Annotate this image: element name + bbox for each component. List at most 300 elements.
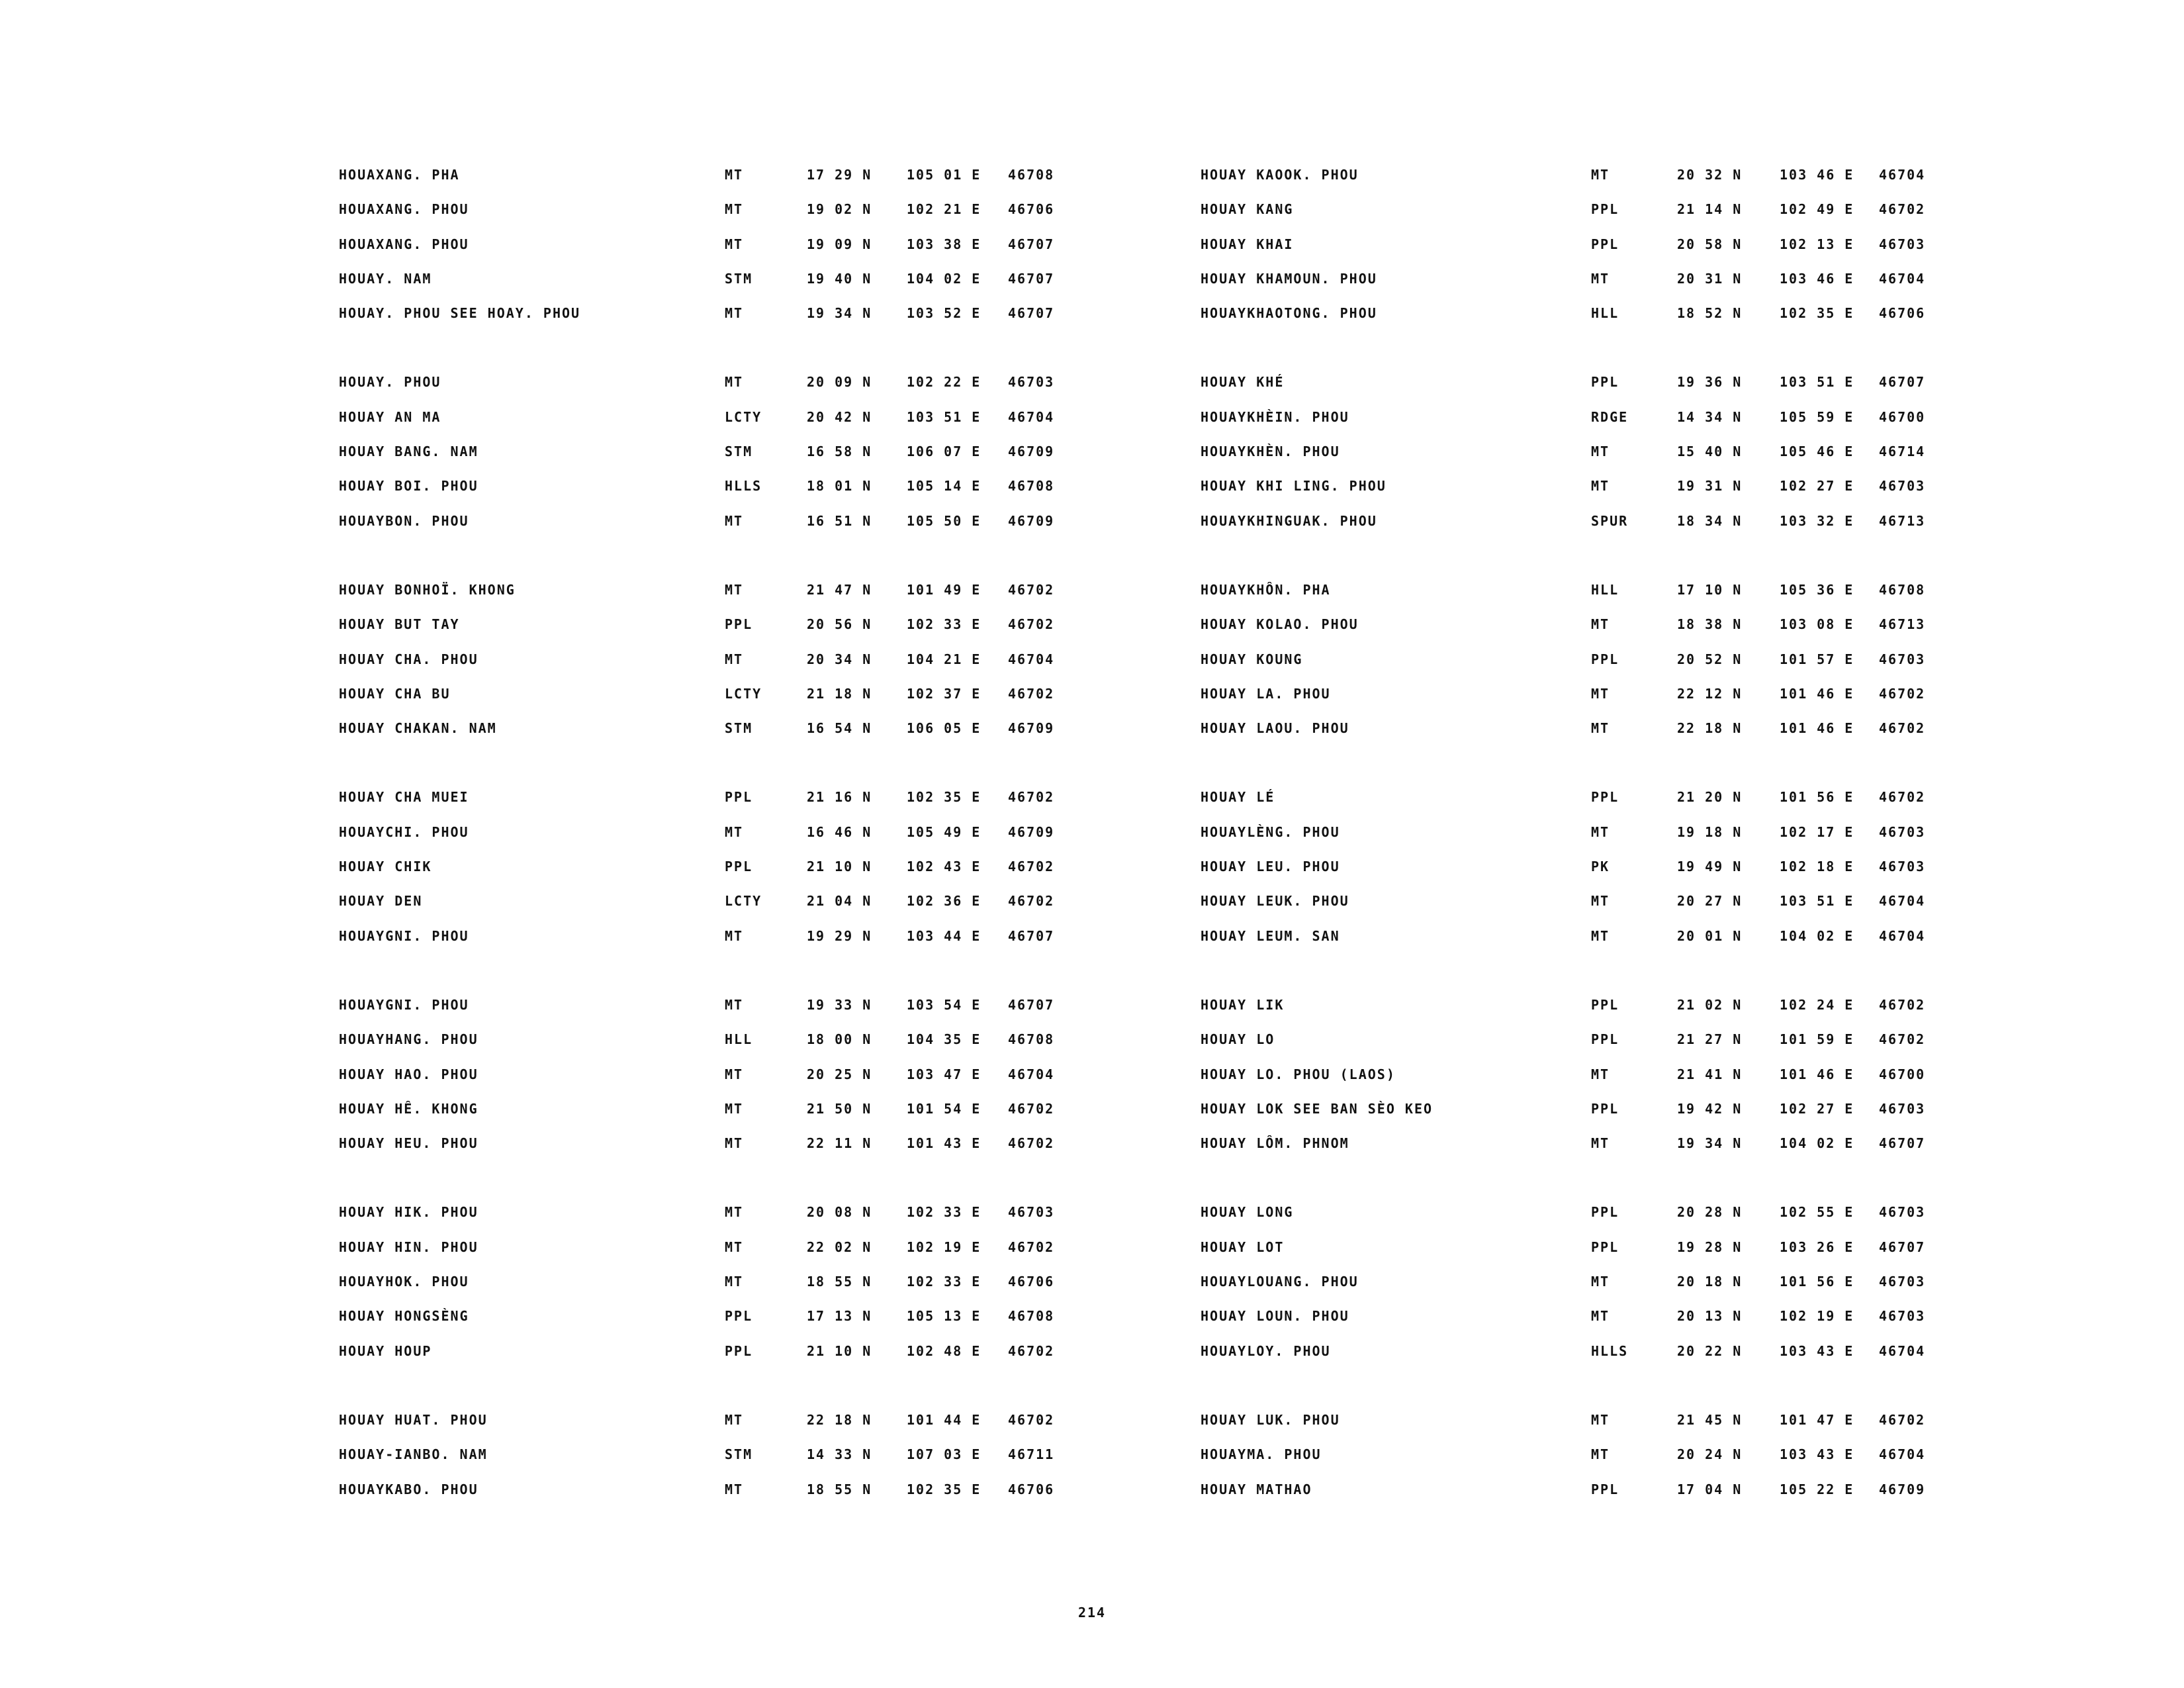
latitude: 21 10 N [807, 859, 872, 875]
feature-type: PPL [1591, 1481, 1619, 1497]
latitude: 20 56 N [807, 616, 872, 633]
map-code: 46702 [1008, 859, 1055, 875]
feature-type: MT [725, 1274, 744, 1290]
entry-name: HOUAY HÊ. KHONG [339, 1100, 478, 1117]
latitude: 18 00 N [807, 1031, 872, 1048]
entry-name: HOUAY BUT TAY [339, 616, 460, 633]
feature-type: MT [1591, 1066, 1610, 1082]
map-code: 46703 [1879, 859, 1926, 875]
map-code: 46703 [1879, 1100, 1926, 1117]
map-code: 46700 [1879, 408, 1926, 425]
feature-type: PPL [1591, 1100, 1619, 1117]
latitude: 16 46 N [807, 823, 872, 840]
latitude: 19 28 N [1677, 1239, 1743, 1255]
gazetteer-entry [1201, 236, 1995, 271]
gazetteer-entry [339, 686, 1133, 720]
map-code: 46709 [1008, 720, 1055, 737]
entry-name: HOUAY KANG [1201, 201, 1294, 218]
feature-type: STM [725, 270, 753, 287]
entry-name: HOUAY KHAI [1201, 236, 1294, 252]
gazetteer-entry [339, 928, 1133, 962]
gazetteer-entry [339, 478, 1133, 512]
gazetteer-entry [1201, 513, 1995, 547]
feature-type: HLL [1591, 305, 1619, 322]
latitude: 20 28 N [1677, 1204, 1743, 1221]
latitude: 20 27 N [1677, 893, 1743, 910]
feature-type: MT [725, 996, 744, 1013]
gazetteer-entry [339, 167, 1133, 201]
map-code: 46708 [1879, 581, 1926, 598]
longitude: 101 46 E [1780, 720, 1854, 737]
latitude: 21 02 N [1677, 996, 1743, 1013]
latitude: 22 12 N [1677, 685, 1743, 702]
gazetteer-entry [339, 236, 1133, 271]
gazetteer-entry [1201, 686, 1995, 720]
latitude: 21 47 N [807, 581, 872, 598]
entry-name: HOUAYBON. PHOU [339, 512, 469, 529]
longitude: 103 08 E [1780, 616, 1854, 633]
map-code: 46702 [1879, 996, 1926, 1013]
entry-name: HOUAY. PHOU [339, 374, 441, 391]
feature-type: MT [1591, 823, 1610, 840]
map-code: 46707 [1879, 1135, 1926, 1152]
map-code: 46702 [1879, 1411, 1926, 1428]
entry-name: HOUAY HOUP [339, 1342, 432, 1359]
entry-name: HOUAY CHIK [339, 859, 432, 875]
longitude: 102 27 E [1780, 1100, 1854, 1117]
longitude: 101 46 E [1780, 1066, 1854, 1082]
gazetteer-entry [339, 1239, 1133, 1274]
feature-type: MT [1591, 927, 1610, 944]
gazetteer-entry [1201, 201, 1995, 236]
longitude: 102 24 E [1780, 996, 1854, 1013]
gazetteer-entry [1201, 167, 1995, 201]
gazetteer-entry [1201, 789, 1995, 823]
latitude: 17 04 N [1677, 1481, 1743, 1497]
feature-type: SPUR [1591, 512, 1629, 529]
longitude: 104 02 E [907, 270, 981, 287]
entry-name: HOUAY LA. PHOU [1201, 685, 1331, 702]
gazetteer-entry [1201, 1101, 1995, 1135]
longitude: 104 02 E [1780, 1135, 1854, 1152]
entry-group [339, 167, 1133, 340]
feature-type: MT [725, 927, 744, 944]
map-code: 46707 [1008, 305, 1055, 322]
map-code: 46707 [1008, 927, 1055, 944]
gazetteer-entry [339, 271, 1133, 305]
gazetteer-entry [339, 720, 1133, 755]
entry-name: HOUAYHOK. PHOU [339, 1274, 469, 1290]
latitude: 20 31 N [1677, 270, 1743, 287]
longitude: 103 46 E [1780, 167, 1854, 183]
gazetteer-entry [339, 789, 1133, 823]
map-code: 46704 [1008, 1066, 1055, 1082]
gazetteer-entry [1201, 859, 1995, 893]
feature-type: STM [725, 1446, 753, 1463]
longitude: 102 35 E [907, 789, 981, 806]
map-code: 46704 [1008, 651, 1055, 667]
longitude: 102 33 E [907, 1274, 981, 1290]
longitude: 102 19 E [1780, 1308, 1854, 1325]
longitude: 103 51 E [1780, 374, 1854, 391]
longitude: 101 47 E [1780, 1411, 1854, 1428]
feature-type: PPL [725, 859, 753, 875]
latitude: 21 50 N [807, 1100, 872, 1117]
entry-group [1201, 1204, 1995, 1377]
gazetteer-entry [339, 409, 1133, 444]
entry-name: HOUAY LÉ [1201, 789, 1275, 806]
entry-name: HOUAYLÈNG. PHOU [1201, 823, 1340, 840]
gazetteer-entry [1201, 582, 1995, 616]
latitude: 20 52 N [1677, 651, 1743, 667]
latitude: 19 02 N [807, 201, 872, 218]
entry-name: HOUAY LOUN. PHOU [1201, 1308, 1349, 1325]
map-code: 46702 [1008, 1100, 1055, 1117]
map-code: 46704 [1879, 270, 1926, 287]
entry-group [339, 997, 1133, 1170]
map-code: 46709 [1008, 444, 1055, 460]
longitude: 102 49 E [1780, 201, 1854, 218]
feature-type: PPL [1591, 201, 1619, 218]
gazetteer-entry [1201, 616, 1995, 651]
map-code: 46709 [1879, 1481, 1926, 1497]
gazetteer-entry [1201, 651, 1995, 686]
longitude: 104 02 E [1780, 927, 1854, 944]
entry-name: HOUAY BONHOÏ. KHONG [339, 581, 516, 598]
map-code: 46703 [1879, 236, 1926, 252]
gazetteer-entry [339, 1066, 1133, 1101]
map-code: 46708 [1008, 1308, 1055, 1325]
feature-type: PPL [1591, 236, 1619, 252]
gazetteer-entry [1201, 1204, 1995, 1239]
longitude: 105 01 E [907, 167, 981, 183]
longitude: 101 54 E [907, 1100, 981, 1117]
gazetteer-entry [339, 513, 1133, 547]
longitude: 102 21 E [907, 201, 981, 218]
latitude: 20 58 N [1677, 236, 1743, 252]
map-code: 46713 [1879, 512, 1926, 529]
gazetteer-entry [1201, 1412, 1995, 1446]
feature-type: STM [725, 720, 753, 737]
entry-name: HOUAY. PHOU SEE HOAY. PHOU [339, 305, 581, 322]
gazetteer-entry [339, 1481, 1133, 1516]
latitude: 19 36 N [1677, 374, 1743, 391]
entry-name: HOUAY BOI. PHOU [339, 478, 478, 494]
feature-type: MT [725, 823, 744, 840]
longitude: 101 59 E [1780, 1031, 1854, 1048]
gazetteer-entry [339, 201, 1133, 236]
feature-type: MT [725, 1100, 744, 1117]
latitude: 19 34 N [807, 305, 872, 322]
longitude: 105 14 E [907, 478, 981, 494]
gazetteer-entry [339, 824, 1133, 859]
gazetteer-entry [1201, 893, 1995, 927]
latitude: 21 14 N [1677, 201, 1743, 218]
map-code: 46706 [1008, 1274, 1055, 1290]
entry-name: HOUAY MATHAO [1201, 1481, 1312, 1497]
gazetteer-entry [339, 616, 1133, 651]
map-code: 46702 [1008, 685, 1055, 702]
feature-type: MT [1591, 1446, 1610, 1463]
feature-type: HLL [1591, 581, 1619, 598]
gazetteer-entry [1201, 409, 1995, 444]
feature-type: MT [1591, 1308, 1610, 1325]
longitude: 101 49 E [907, 581, 981, 598]
entry-name: HOUAY KHÉ [1201, 374, 1285, 391]
map-code: 46707 [1879, 1239, 1926, 1255]
feature-type: MT [1591, 720, 1610, 737]
map-code: 46707 [1008, 996, 1055, 1013]
latitude: 18 34 N [1677, 512, 1743, 529]
entry-name: HOUAY HIN. PHOU [339, 1239, 478, 1255]
feature-type: PPL [1591, 1239, 1619, 1255]
gazetteer-entry [339, 1308, 1133, 1342]
latitude: 21 27 N [1677, 1031, 1743, 1048]
map-code: 46711 [1008, 1446, 1055, 1463]
entry-name: HOUAY LOK SEE BAN SÈO KEO [1201, 1100, 1433, 1117]
gazetteer-entry [1201, 374, 1995, 408]
entry-name: HOUAYLOY. PHOU [1201, 1342, 1331, 1359]
map-code: 46703 [1879, 1274, 1926, 1290]
latitude: 20 34 N [807, 651, 872, 667]
latitude: 20 09 N [807, 374, 872, 391]
feature-type: MT [725, 305, 744, 322]
latitude: 21 45 N [1677, 1411, 1743, 1428]
feature-type: MT [725, 651, 744, 667]
latitude: 20 42 N [807, 408, 872, 425]
gazetteer-entry [339, 651, 1133, 686]
feature-type: MT [1591, 1135, 1610, 1152]
map-code: 46703 [1879, 1308, 1926, 1325]
gazetteer-entry [1201, 444, 1995, 478]
longitude: 102 27 E [1780, 478, 1854, 494]
feature-type: LCTY [725, 685, 762, 702]
latitude: 14 33 N [807, 1446, 872, 1463]
latitude: 14 34 N [1677, 408, 1743, 425]
entry-name: HOUAYHANG. PHOU [339, 1031, 478, 1048]
gazetteer-entry [1201, 478, 1995, 512]
feature-type: STM [725, 444, 753, 460]
longitude: 103 32 E [1780, 512, 1854, 529]
entry-group [1201, 582, 1995, 755]
feature-type: PPL [1591, 1031, 1619, 1048]
entry-name: HOUAY CHAKAN. NAM [339, 720, 497, 737]
map-code: 46703 [1008, 374, 1055, 391]
longitude: 103 43 E [1780, 1342, 1854, 1359]
feature-type: MT [725, 374, 744, 391]
gazetteer-entry [339, 893, 1133, 927]
feature-type: MT [725, 1239, 744, 1255]
feature-type: PPL [1591, 374, 1619, 391]
map-code: 46703 [1879, 823, 1926, 840]
map-code: 46708 [1008, 1031, 1055, 1048]
entry-name: HOUAY LEUM. SAN [1201, 927, 1340, 944]
feature-type: MT [725, 512, 744, 529]
entry-name: HOUAYKHINGUAK. PHOU [1201, 512, 1377, 529]
latitude: 18 01 N [807, 478, 872, 494]
entry-name: HOUAY LAOU. PHOU [1201, 720, 1349, 737]
entry-name: HOUAY CHA. PHOU [339, 651, 478, 667]
entry-name: HOUAYKABO. PHOU [339, 1481, 478, 1497]
longitude: 103 44 E [907, 927, 981, 944]
entry-name: HOUAY LO. PHOU (LAOS) [1201, 1066, 1396, 1082]
gazetteer-entry [339, 1101, 1133, 1135]
longitude: 104 35 E [907, 1031, 981, 1048]
map-code: 46702 [1879, 201, 1926, 218]
longitude: 104 21 E [907, 651, 981, 667]
feature-type: MT [725, 167, 744, 183]
map-code: 46702 [1008, 893, 1055, 910]
longitude: 102 33 E [907, 1204, 981, 1221]
map-code: 46704 [1879, 927, 1926, 944]
entry-name: HOUAY HUAT. PHOU [339, 1411, 488, 1428]
gazetteer-entry [339, 1446, 1133, 1481]
gazetteer-entry [1201, 1031, 1995, 1066]
latitude: 20 13 N [1677, 1308, 1743, 1325]
gazetteer-entry [1201, 1446, 1995, 1481]
longitude: 106 07 E [907, 444, 981, 460]
map-code: 46703 [1879, 651, 1926, 667]
entry-name: HOUAY KHI LING. PHOU [1201, 478, 1387, 494]
longitude: 101 43 E [907, 1135, 981, 1152]
longitude: 101 56 E [1780, 1274, 1854, 1290]
gazetteer-entry [1201, 1308, 1995, 1342]
map-code: 46714 [1879, 444, 1926, 460]
latitude: 21 20 N [1677, 789, 1743, 806]
entry-name: HOUAYGNI. PHOU [339, 927, 469, 944]
longitude: 105 22 E [1780, 1481, 1854, 1497]
gazetteer-entry [339, 1343, 1133, 1378]
latitude: 18 55 N [807, 1274, 872, 1290]
map-code: 46708 [1008, 478, 1055, 494]
longitude: 102 55 E [1780, 1204, 1854, 1221]
entry-name: HOUAY LIK [1201, 996, 1285, 1013]
map-code: 46702 [1879, 685, 1926, 702]
entry-name: HOUAY LONG [1201, 1204, 1294, 1221]
longitude: 105 13 E [907, 1308, 981, 1325]
entry-name: HOUAY CHA BU [339, 685, 451, 702]
latitude: 19 31 N [1677, 478, 1743, 494]
entry-group [339, 374, 1133, 547]
entry-name: HOUAYKHÔN. PHA [1201, 581, 1331, 598]
latitude: 19 49 N [1677, 859, 1743, 875]
entry-name: HOUAYKHAOTONG. PHOU [1201, 305, 1377, 322]
gazetteer-entry [1201, 271, 1995, 305]
latitude: 22 18 N [807, 1411, 872, 1428]
latitude: 21 04 N [807, 893, 872, 910]
entry-group [1201, 789, 1995, 962]
entry-name: HOUAYKHÈIN. PHOU [1201, 408, 1349, 425]
latitude: 17 13 N [807, 1308, 872, 1325]
longitude: 102 36 E [907, 893, 981, 910]
feature-type: MT [1591, 444, 1610, 460]
entry-group [1201, 1412, 1995, 1516]
longitude: 102 43 E [907, 859, 981, 875]
gazetteer-entry [339, 1031, 1133, 1066]
longitude: 103 54 E [907, 996, 981, 1013]
gazetteer-entry [339, 1412, 1133, 1446]
latitude: 21 16 N [807, 789, 872, 806]
latitude: 19 40 N [807, 270, 872, 287]
longitude: 102 35 E [1780, 305, 1854, 322]
latitude: 20 08 N [807, 1204, 872, 1221]
entry-name: HOUAXANG. PHOU [339, 236, 469, 252]
latitude: 20 18 N [1677, 1274, 1743, 1290]
feature-type: MT [1591, 685, 1610, 702]
longitude: 103 26 E [1780, 1239, 1854, 1255]
map-code: 46703 [1879, 1204, 1926, 1221]
feature-type: MT [725, 1411, 744, 1428]
entry-name: HOUAY LUK. PHOU [1201, 1411, 1340, 1428]
entry-group [1201, 997, 1995, 1170]
map-code: 46702 [1008, 1342, 1055, 1359]
latitude: 18 55 N [807, 1481, 872, 1497]
gazetteer-entry [1201, 1274, 1995, 1308]
feature-type: PPL [1591, 789, 1619, 806]
entry-group [1201, 167, 1995, 340]
map-code: 46702 [1008, 581, 1055, 598]
latitude: 22 02 N [807, 1239, 872, 1255]
feature-type: PPL [1591, 996, 1619, 1013]
map-code: 46704 [1879, 1342, 1926, 1359]
latitude: 20 32 N [1677, 167, 1743, 183]
latitude: 21 41 N [1677, 1066, 1743, 1082]
entry-name: HOUAY LEU. PHOU [1201, 859, 1340, 875]
latitude: 17 10 N [1677, 581, 1743, 598]
latitude: 20 25 N [807, 1066, 872, 1082]
gazetteer-entry [1201, 1343, 1995, 1378]
map-code: 46702 [1879, 720, 1926, 737]
feature-type: LCTY [725, 408, 762, 425]
entry-group [339, 789, 1133, 962]
entry-name: HOUAY LOT [1201, 1239, 1285, 1255]
latitude: 15 40 N [1677, 444, 1743, 460]
entry-name: HOUAXANG. PHOU [339, 201, 469, 218]
gazetteer-entry [1201, 305, 1995, 340]
entry-name: HOUAY BANG. NAM [339, 444, 478, 460]
map-code: 46702 [1008, 1135, 1055, 1152]
map-code: 46707 [1879, 374, 1926, 391]
gazetteer-entry [1201, 824, 1995, 859]
gazetteer-entry [339, 1274, 1133, 1308]
feature-type: HLLS [725, 478, 762, 494]
entry-name: HOUAY KHAMOUN. PHOU [1201, 270, 1377, 287]
gazetteer-entry [339, 1204, 1133, 1239]
gazetteer-entry [339, 1135, 1133, 1170]
entry-name: HOUAY HEU. PHOU [339, 1135, 478, 1152]
latitude: 19 29 N [807, 927, 872, 944]
feature-type: PPL [725, 789, 753, 806]
latitude: 19 09 N [807, 236, 872, 252]
feature-type: PPL [725, 1342, 753, 1359]
feature-type: PK [1591, 859, 1610, 875]
feature-type: MT [1591, 893, 1610, 910]
map-code: 46713 [1879, 616, 1926, 633]
right-column [1201, 167, 1995, 1550]
longitude: 102 19 E [907, 1239, 981, 1255]
feature-type: MT [1591, 167, 1610, 183]
gazetteer-entry [1201, 1066, 1995, 1101]
longitude: 102 22 E [907, 374, 981, 391]
longitude: 103 46 E [1780, 270, 1854, 287]
map-code: 46706 [1008, 1481, 1055, 1497]
feature-type: MT [1591, 478, 1610, 494]
entry-group [1201, 374, 1995, 547]
page-number: 214 [1077, 1605, 1107, 1620]
longitude: 105 49 E [907, 823, 981, 840]
feature-type: MT [725, 201, 744, 218]
map-code: 46702 [1008, 1239, 1055, 1255]
